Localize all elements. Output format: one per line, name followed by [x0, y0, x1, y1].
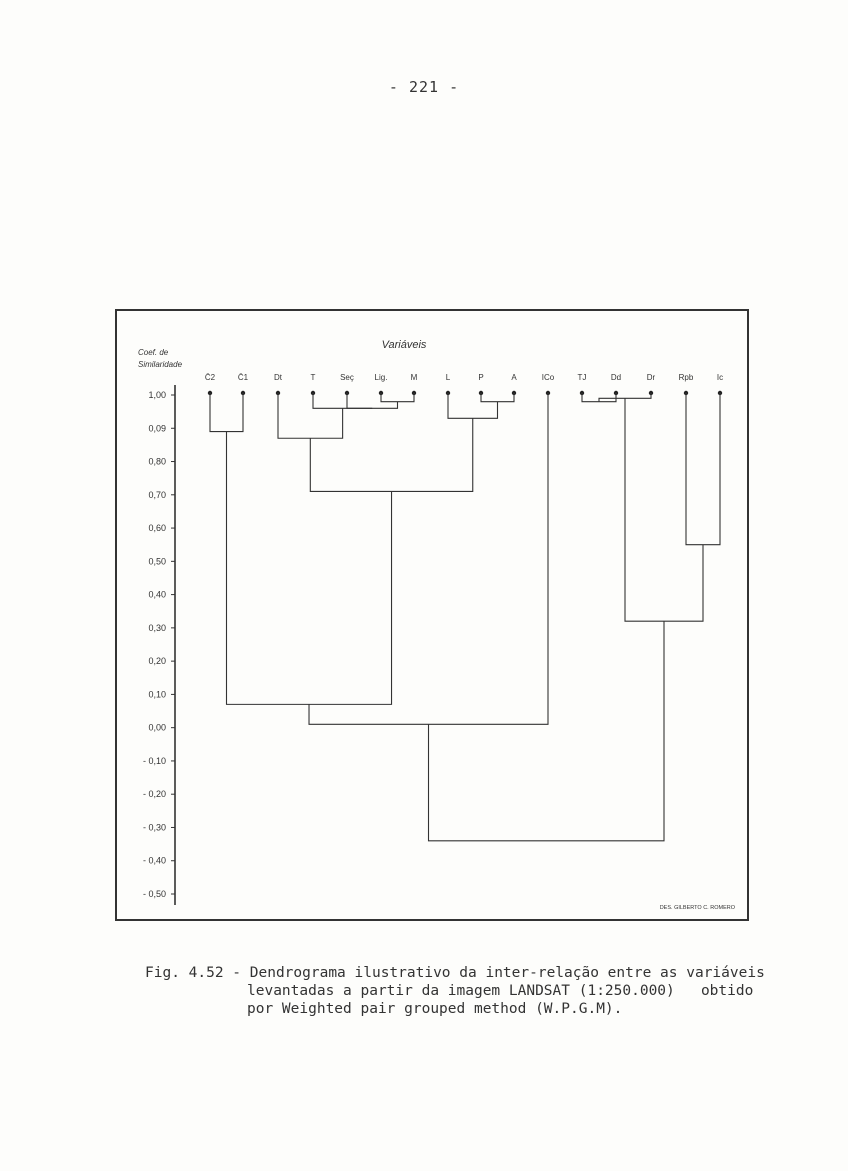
cluster-link — [310, 418, 472, 491]
leaf-label: ICo — [541, 373, 555, 382]
leaf-label: P — [478, 373, 484, 382]
drafter-credit: DES. GILBERTO C. ROMERO — [659, 905, 735, 911]
y-tick-label: - 0,10 — [142, 755, 166, 766]
y-tick-label: 0,10 — [148, 689, 166, 700]
y-tick-label: - 0,50 — [142, 889, 166, 899]
y-axis-label: Coef. de — [138, 348, 169, 357]
y-tick-label: - 0,30 — [142, 822, 166, 833]
y-tick-label: 0,70 — [148, 489, 166, 500]
y-axis-label: Similaridade — [138, 360, 183, 369]
cluster-link — [686, 393, 720, 545]
figure-caption — [145, 964, 765, 1018]
y-tick-label: 0,80 — [148, 456, 166, 467]
y-tick-label: 0,50 — [148, 556, 166, 567]
leaf-label: M — [410, 373, 418, 382]
caption-line: levantadas a partir da imagem LANDSAT (1:250.000) obtido — [247, 983, 754, 999]
cluster-link — [210, 393, 243, 432]
y-tick-label: 0,60 — [148, 523, 166, 534]
leaf-label: Ic — [716, 373, 724, 382]
cluster-link — [381, 393, 414, 402]
cluster-link — [429, 621, 664, 841]
cluster-link — [347, 393, 398, 408]
y-tick-label: - 0,20 — [142, 789, 166, 800]
y-tick-label: 0,00 — [148, 722, 166, 733]
cluster-link — [227, 432, 392, 705]
cluster-link — [481, 393, 514, 402]
leaf-label: Rpb — [678, 373, 694, 382]
cluster-link — [313, 393, 372, 408]
cluster-link — [448, 393, 498, 418]
leaf-label: Dd — [610, 373, 622, 382]
leaf-label: L — [445, 373, 451, 382]
caption-line: Fig. 4.52 - Dendrograma ilustrativo da inter-relação entre as variáveis — [145, 965, 765, 981]
cluster-link — [625, 398, 703, 621]
chart-title: Variáveis — [381, 339, 427, 351]
leaf-label: TJ — [577, 373, 587, 382]
y-tick-label: - 0,40 — [142, 855, 166, 866]
y-tick-label: 0,30 — [148, 622, 166, 633]
y-tick-label: 0,40 — [148, 589, 166, 600]
page-number: - 221 - — [388, 78, 460, 96]
cluster-link — [309, 393, 548, 724]
caption-line: por Weighted pair grouped method (W.P.G.M). — [247, 1001, 623, 1017]
cluster-link — [278, 393, 343, 438]
leaf-label: Dt — [274, 373, 282, 382]
leaf-label: C̄1 — [237, 373, 249, 382]
leaf-label: Lig. — [374, 373, 388, 382]
leaf-label: Seç — [340, 373, 354, 382]
leaf-label: T — [310, 373, 316, 382]
y-tick-label: 0,09 — [148, 423, 166, 434]
y-tick-label: 1,00 — [148, 390, 166, 400]
leaf-label: C̄2 — [204, 373, 216, 382]
y-tick-label: 0,20 — [148, 656, 166, 667]
leaf-label: A — [511, 373, 517, 382]
leaf-label: Dr — [646, 373, 656, 382]
